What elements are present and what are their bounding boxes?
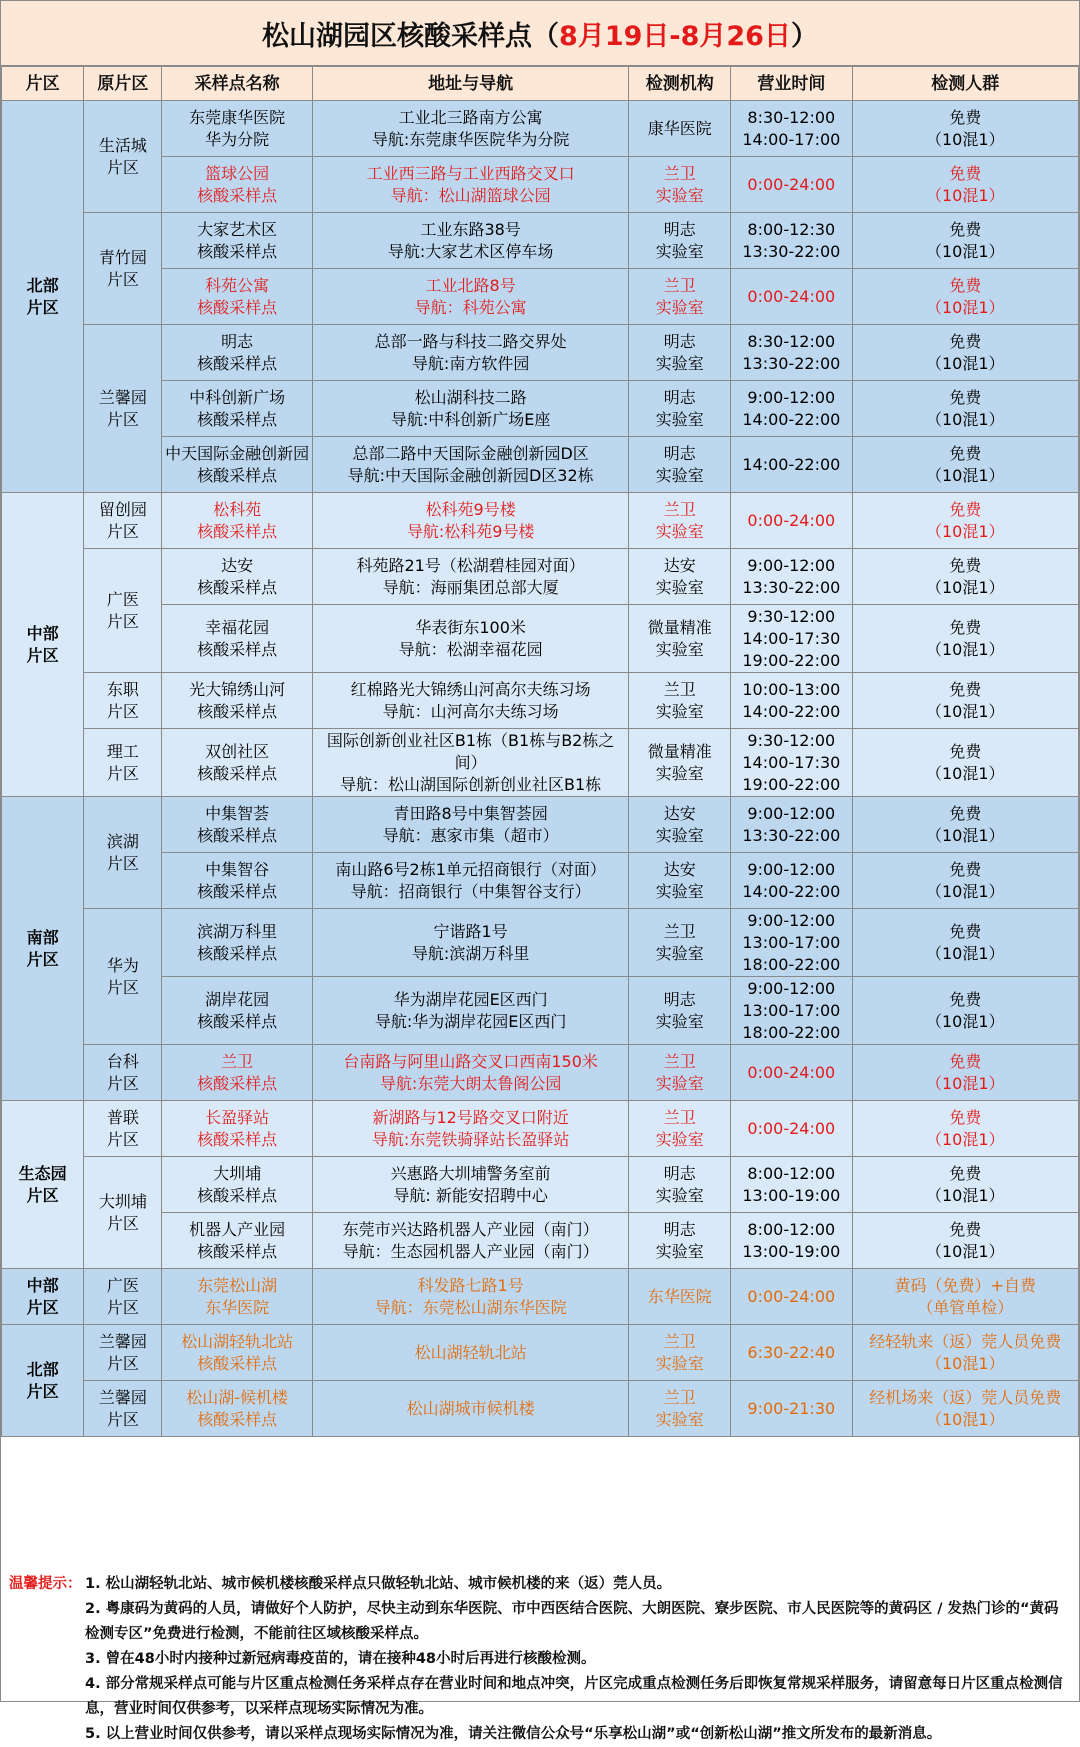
sub-area-cell: 滨湖 片区	[84, 797, 162, 909]
sub-area-cell: 广医 片区	[84, 549, 162, 673]
header-hours: 营业时间	[731, 67, 852, 101]
hours-cell: 0:00-24:00	[731, 1101, 852, 1157]
title-prefix: 松山湖园区核酸采样点（	[262, 20, 560, 52]
table-row	[2, 437, 1079, 493]
table-row	[2, 673, 1079, 729]
table-row	[2, 325, 1079, 381]
title-suffix: ）	[790, 20, 818, 52]
address-cell: 台南路与阿里山路交叉口西南150米 导航:东莞大朗太鲁阁公园	[312, 1045, 628, 1101]
area-cell: 中部 片区	[2, 1269, 84, 1325]
header-lab: 检测机构	[629, 67, 731, 101]
address-cell: 工业西三路与工业西路交叉口 导航：松山湖篮球公园	[312, 157, 628, 213]
hours-cell: 0:00-24:00	[731, 493, 852, 549]
address-cell: 东莞市兴达路机器人产业园（南门） 导航：生态园机器人产业园（南门）	[312, 1213, 628, 1269]
table-row	[2, 269, 1079, 325]
crowd-cell: 经机场来（返）莞人员免费 （10混1）	[852, 1381, 1079, 1437]
crowd-cell: 免费 （10混1）	[852, 269, 1079, 325]
site-name-cell: 兰卫 核酸采样点	[162, 1045, 313, 1101]
sub-area-cell: 华为 片区	[84, 909, 162, 1045]
lab-cell: 明志 实验室	[629, 325, 731, 381]
table-row	[2, 909, 1079, 977]
sub-area-cell: 生活城 片区	[84, 101, 162, 213]
sub-area-cell: 兰馨园 片区	[84, 325, 162, 493]
crowd-cell: 免费 （10混1）	[852, 797, 1079, 853]
area-cell: 北部 片区	[2, 1325, 84, 1437]
site-name-cell: 松科苑 核酸采样点	[162, 493, 313, 549]
lab-cell: 兰卫 实验室	[629, 493, 731, 549]
notes-label: 温馨提示：	[9, 1576, 82, 1592]
crowd-cell: 免费 （10混1）	[852, 853, 1079, 909]
lab-cell: 达安 实验室	[629, 797, 731, 853]
address-cell: 科发路七路1号 导航：东莞松山湖东华医院	[312, 1269, 628, 1325]
site-name-cell: 滨湖万科里 核酸采样点	[162, 909, 313, 977]
site-name-cell: 中科创新广场 核酸采样点	[162, 381, 313, 437]
table-row	[2, 853, 1079, 909]
lab-cell: 微量精准 实验室	[629, 729, 731, 797]
lab-cell: 兰卫 实验室	[629, 269, 731, 325]
address-cell: 松山湖轻轨北站	[312, 1325, 628, 1381]
hours-cell: 6:30-22:40	[731, 1325, 852, 1381]
crowd-cell: 免费 （10混1）	[852, 1213, 1079, 1269]
hours-cell: 9:00-12:00 14:00-22:00	[731, 381, 852, 437]
hours-cell: 9:00-12:00 13:30-22:00	[731, 549, 852, 605]
crowd-cell: 免费 （10混1）	[852, 1157, 1079, 1213]
sub-area-cell: 东职 片区	[84, 673, 162, 729]
crowd-cell: 免费 （10混1）	[852, 909, 1079, 977]
note-item: 5. 以上营业时间仅供参考，请以采样点现场实际情况为准，请关注微信公众号“乐享松山湖”或“创新松山湖”推文所发布的最新消息。	[85, 1726, 942, 1742]
site-name-cell: 大家艺术区 核酸采样点	[162, 213, 313, 269]
hours-cell: 14:00-22:00	[731, 437, 852, 493]
header-site-name: 采样点名称	[162, 67, 313, 101]
sub-area-cell: 留创园 片区	[84, 493, 162, 549]
lab-cell: 明志 实验室	[629, 381, 731, 437]
hours-cell: 8:00-12:00 13:00-19:00	[731, 1213, 852, 1269]
address-cell: 松山湖科技二路 导航:中科创新广场E座	[312, 381, 628, 437]
site-name-cell: 大圳埔 核酸采样点	[162, 1157, 313, 1213]
table-row	[2, 1213, 1079, 1269]
area-cell: 南部 片区	[2, 797, 84, 1101]
table-row	[2, 797, 1079, 853]
page-title	[1, 1, 1079, 66]
table-row	[2, 1045, 1079, 1101]
crowd-cell: 免费 （10混1）	[852, 101, 1079, 157]
note-item: 1. 松山湖轻轨北站、城市候机楼核酸采样点只做轻轨北站、城市候机楼的来（返）莞人员。	[85, 1576, 672, 1592]
hours-cell: 9:30-12:00 14:00-17:30 19:00-22:00	[731, 605, 852, 673]
lab-cell: 兰卫 实验室	[629, 1381, 731, 1437]
table-row	[2, 1157, 1079, 1213]
header-sub-area: 原片区	[84, 67, 162, 101]
table-row	[2, 729, 1079, 797]
crowd-cell: 免费 （10混1）	[852, 325, 1079, 381]
table-body	[2, 101, 1079, 1437]
site-name-cell: 松山湖轻轨北站 核酸采样点	[162, 1325, 313, 1381]
header-address: 地址与导航	[312, 67, 628, 101]
crowd-cell: 免费 （10混1）	[852, 381, 1079, 437]
area-cell: 生态园 片区	[2, 1101, 84, 1269]
hours-cell: 8:00-12:30 13:30-22:00	[731, 213, 852, 269]
hours-cell: 9:00-12:00 13:30-22:00	[731, 797, 852, 853]
table-row	[2, 101, 1079, 157]
crowd-cell: 免费 （10混1）	[852, 493, 1079, 549]
site-name-cell: 长盈驿站 核酸采样点	[162, 1101, 313, 1157]
table-row	[2, 1101, 1079, 1157]
lab-cell: 达安 实验室	[629, 549, 731, 605]
hours-cell: 0:00-24:00	[731, 269, 852, 325]
sub-area-cell: 兰馨园 片区	[84, 1381, 162, 1437]
title-dates: 8月19日-8月26日	[559, 20, 791, 52]
hours-cell: 9:30-12:00 14:00-17:30 19:00-22:00	[731, 729, 852, 797]
site-name-cell: 光大锦绣山河 核酸采样点	[162, 673, 313, 729]
hours-cell: 8:30-12:00 14:00-17:00	[731, 101, 852, 157]
hours-cell: 9:00-21:30	[731, 1381, 852, 1437]
address-cell: 新湖路与12号路交叉口附近 导航:东莞铁骑驿站长盈驿站	[312, 1101, 628, 1157]
address-cell: 总部二路中天国际金融创新园D区 导航:中天国际金融创新园D区32栋	[312, 437, 628, 493]
sampling-sites-table	[1, 66, 1079, 1437]
crowd-cell: 黄码（免费）+自费 （单管单检）	[852, 1269, 1079, 1325]
header-area: 片区	[2, 67, 84, 101]
sub-area-cell: 广医 片区	[84, 1269, 162, 1325]
address-cell: 兴惠路大圳埔警务室前 导航: 新能安招聘中心	[312, 1157, 628, 1213]
table-header-row	[2, 67, 1079, 101]
sub-area-cell: 大圳埔 片区	[84, 1157, 162, 1269]
lab-cell: 明志 实验室	[629, 1213, 731, 1269]
table-row	[2, 493, 1079, 549]
site-name-cell: 东莞康华医院 华为分院	[162, 101, 313, 157]
table-row	[2, 157, 1079, 213]
hours-cell: 9:00-12:00 13:00-17:00 18:00-22:00	[731, 909, 852, 977]
crowd-cell: 经轻轨来（返）莞人员免费 （10混1）	[852, 1325, 1079, 1381]
lab-cell: 明志 实验室	[629, 437, 731, 493]
table-row	[2, 977, 1079, 1045]
address-cell: 华表街东100米 导航：松湖幸福花园	[312, 605, 628, 673]
crowd-cell: 免费 （10混1）	[852, 605, 1079, 673]
site-name-cell: 篮球公园 核酸采样点	[162, 157, 313, 213]
lab-cell: 微量精准 实验室	[629, 605, 731, 673]
lab-cell: 达安 实验室	[629, 853, 731, 909]
site-name-cell: 双创社区 核酸采样点	[162, 729, 313, 797]
site-name-cell: 幸福花园 核酸采样点	[162, 605, 313, 673]
address-cell: 总部一路与科技二路交界处 导航:南方软件园	[312, 325, 628, 381]
hours-cell: 8:00-12:00 13:00-19:00	[731, 1157, 852, 1213]
lab-cell: 明志 实验室	[629, 977, 731, 1045]
table-row	[2, 1269, 1079, 1325]
table-row	[2, 213, 1079, 269]
sub-area-cell: 青竹园 片区	[84, 213, 162, 325]
site-name-cell: 中集智荟 核酸采样点	[162, 797, 313, 853]
hours-cell: 0:00-24:00	[731, 1045, 852, 1101]
hours-cell: 0:00-24:00	[731, 1269, 852, 1325]
address-cell: 工业东路38号 导航:大家艺术区停车场	[312, 213, 628, 269]
crowd-cell: 免费 （10混1）	[852, 1045, 1079, 1101]
address-cell: 国际创新创业社区B1栋（B1栋与B2栋之间） 导航：松山湖国际创新创业社区B1栋	[312, 729, 628, 797]
site-name-cell: 机器人产业园 核酸采样点	[162, 1213, 313, 1269]
address-cell: 松山湖城市候机楼	[312, 1381, 628, 1437]
lab-cell: 兰卫 实验室	[629, 1325, 731, 1381]
site-name-cell: 明志 核酸采样点	[162, 325, 313, 381]
site-name-cell: 科苑公寓 核酸采样点	[162, 269, 313, 325]
lab-cell: 明志 实验室	[629, 1157, 731, 1213]
table-row	[2, 549, 1079, 605]
crowd-cell: 免费 （10混1）	[852, 213, 1079, 269]
hours-cell: 0:00-24:00	[731, 157, 852, 213]
address-cell: 松科苑9号楼 导航:松科苑9号楼	[312, 493, 628, 549]
lab-cell: 东华医院	[629, 1269, 731, 1325]
area-cell: 北部 片区	[2, 101, 84, 493]
address-cell: 工业北路8号 导航：科苑公寓	[312, 269, 628, 325]
address-cell: 工业北三路南方公寓 导航:东莞康华医院华为分院	[312, 101, 628, 157]
table-row	[2, 381, 1079, 437]
sub-area-cell: 理工 片区	[84, 729, 162, 797]
crowd-cell: 免费 （10混1）	[852, 729, 1079, 797]
site-name-cell: 中天国际金融创新园 核酸采样点	[162, 437, 313, 493]
lab-cell: 康华医院	[629, 101, 731, 157]
note-item: 2. 粤康码为黄码的人员，请做好个人防护，尽快主动到东华医院、市中西医结合医院、大朗医院、寮步医院、市人民医院等的黄码区 / 发热门诊的“黄码检测专区”免费进行检测，不能前往区域核酸采样点。	[85, 1601, 1059, 1642]
hours-cell: 8:30-12:00 13:30-22:00	[731, 325, 852, 381]
site-name-cell: 松山湖-候机楼 核酸采样点	[162, 1381, 313, 1437]
header-crowd: 检测人群	[852, 67, 1079, 101]
site-name-cell: 中集智谷 核酸采样点	[162, 853, 313, 909]
table-row	[2, 605, 1079, 673]
sub-area-cell: 台科 片区	[84, 1045, 162, 1101]
crowd-cell: 免费 （10混1）	[852, 977, 1079, 1045]
crowd-cell: 免费 （10混1）	[852, 549, 1079, 605]
lab-cell: 兰卫 实验室	[629, 1101, 731, 1157]
address-cell: 科苑路21号（松湖碧桂园对面） 导航：海丽集团总部大厦	[312, 549, 628, 605]
table-row	[2, 1381, 1079, 1437]
site-name-cell: 湖岸花园 核酸采样点	[162, 977, 313, 1045]
address-cell: 南山路6号2栋1单元招商银行（对面） 导航：招商银行（中集智谷支行）	[312, 853, 628, 909]
sub-area-cell: 普联 片区	[84, 1101, 162, 1157]
crowd-cell: 免费 （10混1）	[852, 157, 1079, 213]
note-item: 3. 曾在48小时内接种过新冠病毒疫苗的，请在接种48小时后再进行核酸检测。	[85, 1651, 596, 1667]
address-cell: 红棉路光大锦绣山河高尔夫练习场 导航：山河高尔夫练习场	[312, 673, 628, 729]
lab-cell: 兰卫 实验室	[629, 1045, 731, 1101]
address-cell: 宁谐路1号 导航:滨湖万科里	[312, 909, 628, 977]
area-cell: 中部 片区	[2, 493, 84, 797]
table-row	[2, 1325, 1079, 1381]
sub-area-cell: 兰馨园 片区	[84, 1325, 162, 1381]
note-item: 4. 部分常规采样点可能与片区重点检测任务采样点存在营业时间和地点冲突，片区完成重点检测任务后即恢复常规采样服务，请留意每日片区重点检测信息，营业时间仅供参考，以采样点现场实际情况为准。	[85, 1676, 1063, 1717]
address-cell: 青田路8号中集智荟园 导航：惠家市集（超市）	[312, 797, 628, 853]
site-name-cell: 东莞松山湖 东华医院	[162, 1269, 313, 1325]
notes-section	[1, 1568, 1079, 1742]
lab-cell: 兰卫 实验室	[629, 909, 731, 977]
crowd-cell: 免费 （10混1）	[852, 1101, 1079, 1157]
crowd-cell: 免费 （10混1）	[852, 437, 1079, 493]
lab-cell: 兰卫 实验室	[629, 673, 731, 729]
hours-cell: 9:00-12:00 13:00-17:00 18:00-22:00	[731, 977, 852, 1045]
site-name-cell: 达安 核酸采样点	[162, 549, 313, 605]
address-cell: 华为湖岸花园E区西门 导航:华为湖岸花园E区西门	[312, 977, 628, 1045]
lab-cell: 兰卫 实验室	[629, 157, 731, 213]
hours-cell: 10:00-13:00 14:00-22:00	[731, 673, 852, 729]
hours-cell: 9:00-12:00 14:00-22:00	[731, 853, 852, 909]
lab-cell: 明志 实验室	[629, 213, 731, 269]
crowd-cell: 免费 （10混1）	[852, 673, 1079, 729]
